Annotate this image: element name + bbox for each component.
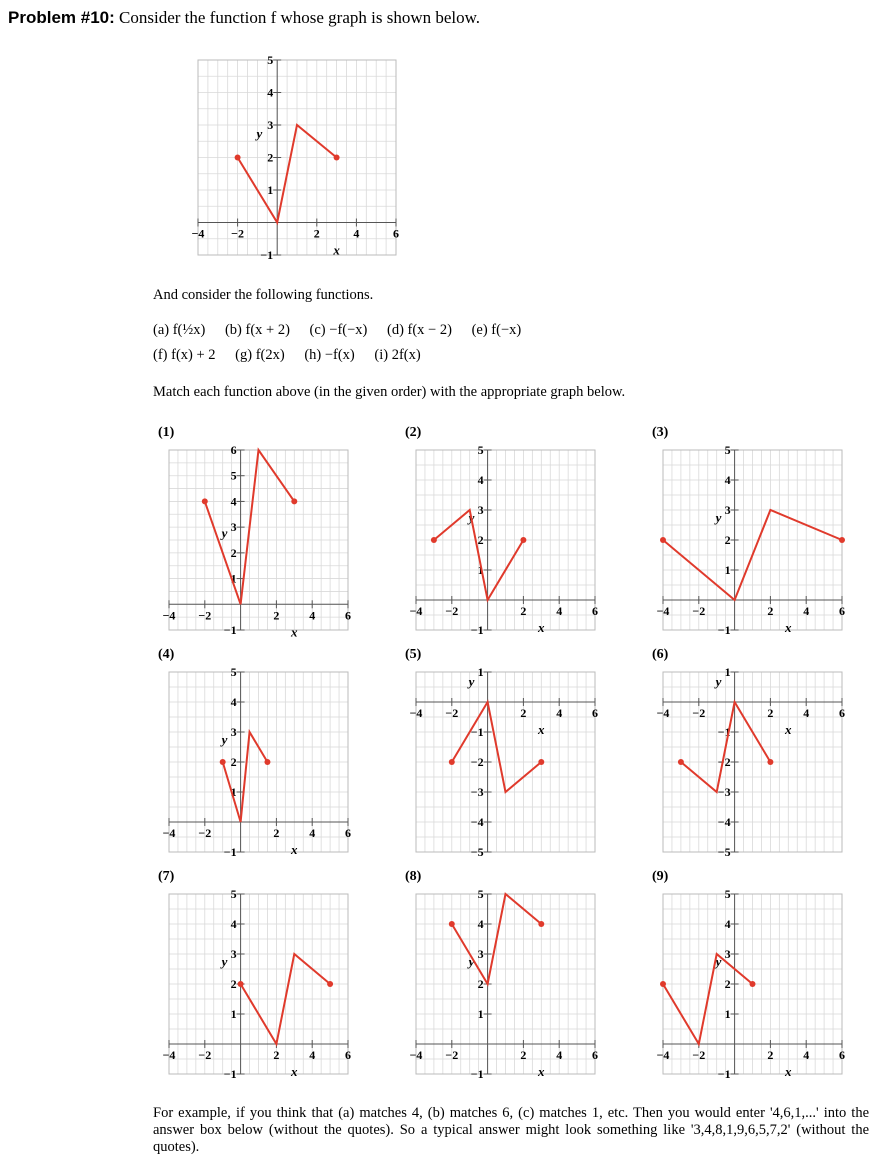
function-row-2 — [153, 347, 437, 364]
y-tick-label: −3 — [470, 785, 484, 799]
y-tick-label: 2 — [477, 977, 484, 991]
x-tick-label: 4 — [556, 1048, 563, 1062]
x-tick-label: 4 — [803, 1048, 810, 1062]
problem-header — [8, 8, 480, 28]
y-tick-label: −1 — [223, 1067, 237, 1081]
y-tick-label: −2 — [717, 755, 731, 769]
x-tick-label: −4 — [191, 226, 205, 241]
y-tick-label: 5 — [230, 665, 237, 679]
y-tick-label: 2 — [477, 533, 484, 547]
graph-1 — [162, 443, 351, 640]
x-axis-label: x — [538, 722, 545, 737]
x-tick-label: −2 — [198, 608, 212, 623]
y-tick-label: −1 — [223, 845, 237, 859]
function-e: (e) f(−x) — [471, 322, 522, 338]
y-tick-label: 4 — [724, 917, 731, 931]
y-tick-label: 5 — [477, 443, 484, 457]
y-tick-label: 1 — [724, 665, 731, 679]
problem-statement: Consider the function f whose graph is shown below. — [119, 8, 481, 27]
y-axis-label: y — [221, 732, 228, 747]
y-tick-label: 2 — [267, 150, 274, 165]
graph-5 — [409, 665, 598, 859]
y-tick-label: 5 — [230, 468, 237, 483]
graph-4 — [162, 665, 351, 859]
endpoint-dot — [660, 981, 666, 987]
y-tick-label: 4 — [267, 85, 274, 100]
y-tick-label: 4 — [230, 917, 237, 931]
y-tick-label: 1 — [724, 563, 731, 577]
x-tick-label: −2 — [198, 1048, 212, 1062]
y-tick-label: 6 — [230, 443, 237, 457]
y-tick-label: −5 — [717, 845, 731, 859]
y-tick-label: 2 — [230, 755, 237, 769]
x-tick-label: 2 — [313, 226, 320, 241]
y-tick-label: −1 — [223, 623, 237, 637]
function-d: (d) f(x − 2) — [386, 322, 452, 338]
x-tick-label: 4 — [309, 826, 316, 840]
x-tick-label: 4 — [803, 706, 810, 720]
endpoint-dot — [660, 537, 666, 543]
graph-6 — [656, 665, 845, 859]
problem-label: Problem #10: — [8, 8, 115, 27]
x-tick-label: −2 — [445, 1048, 459, 1062]
y-axis-label: y — [468, 674, 475, 689]
endpoint-dot — [678, 759, 684, 765]
x-tick-label: 4 — [309, 608, 316, 623]
x-axis-label: x — [291, 842, 298, 857]
y-tick-label: 3 — [477, 503, 484, 517]
endpoint-dot — [449, 921, 455, 927]
y-tick-label: 5 — [724, 443, 731, 457]
x-tick-label: 2 — [273, 608, 280, 623]
y-tick-label: 1 — [477, 563, 484, 577]
x-tick-label: −4 — [409, 706, 423, 720]
function-i: (i) 2f(x) — [374, 347, 421, 363]
endpoint-dot — [291, 498, 297, 504]
endpoint-dot — [220, 759, 226, 765]
y-tick-label: −2 — [470, 755, 484, 769]
graph-label-3: (3) — [652, 425, 669, 440]
graph-3 — [656, 443, 845, 637]
y-axis-label: y — [221, 525, 228, 541]
endpoint-dot — [449, 759, 455, 765]
match-instructions: Match each function above (in the given order) with the appropriate graph below. — [153, 384, 626, 400]
y-tick-label: 4 — [230, 494, 237, 509]
y-tick-label: 1 — [230, 1007, 237, 1021]
x-tick-label: 2 — [767, 604, 774, 618]
y-tick-label: 4 — [230, 695, 237, 709]
y-tick-label: 4 — [477, 917, 484, 931]
x-tick-label: 6 — [592, 706, 598, 720]
x-tick-label: −4 — [656, 1048, 670, 1062]
y-tick-label: 3 — [724, 503, 731, 517]
endpoint-dot — [750, 981, 756, 987]
x-tick-label: −2 — [692, 706, 706, 720]
y-tick-label: 3 — [267, 118, 274, 132]
y-tick-label: 2 — [724, 533, 731, 547]
endpoint-dot — [538, 759, 544, 765]
x-tick-label: 2 — [520, 1048, 527, 1062]
endpoint-dot — [431, 537, 437, 543]
y-tick-label: 2 — [724, 977, 731, 991]
x-tick-label: 2 — [520, 706, 527, 720]
endpoint-dot — [235, 155, 241, 161]
x-tick-label: 2 — [520, 604, 527, 618]
x-axis-label: x — [538, 620, 545, 635]
x-tick-label: 4 — [556, 706, 563, 720]
endpoint-dot — [334, 155, 340, 161]
x-tick-label: 6 — [592, 604, 598, 618]
y-tick-label: −1 — [717, 725, 731, 739]
x-tick-label: −2 — [198, 826, 212, 840]
y-tick-label: −3 — [717, 785, 731, 799]
x-tick-label: 6 — [345, 826, 351, 840]
function-a: (a) f(½x) — [153, 322, 206, 338]
endpoint-dot — [202, 498, 208, 504]
y-tick-label: 5 — [267, 53, 274, 67]
x-tick-label: 2 — [767, 706, 774, 720]
x-tick-label: 2 — [273, 1048, 280, 1062]
x-axis-label: x — [291, 1064, 298, 1079]
function-row-1 — [153, 322, 537, 339]
endpoint-dot — [264, 759, 270, 765]
graph-9 — [656, 887, 845, 1081]
y-tick-label: 1 — [267, 183, 274, 197]
y-tick-label: −4 — [717, 815, 731, 829]
x-axis-label: x — [785, 1064, 792, 1079]
x-tick-label: −4 — [656, 706, 670, 720]
x-tick-label: −4 — [162, 1048, 176, 1062]
endpoint-dot — [520, 537, 526, 543]
graph-label-2: (2) — [405, 425, 422, 440]
x-tick-label: 6 — [592, 1048, 598, 1062]
graph-label-6: (6) — [652, 647, 669, 662]
x-tick-label: 6 — [345, 608, 351, 623]
y-tick-label: −1 — [717, 623, 731, 637]
y-tick-label: 1 — [230, 571, 237, 586]
x-tick-label: −4 — [656, 604, 670, 618]
x-axis-label: x — [785, 620, 792, 635]
endpoint-dot — [238, 981, 244, 987]
y-tick-label: −5 — [470, 845, 484, 859]
x-tick-label: 4 — [803, 604, 810, 618]
graph-8 — [409, 887, 598, 1081]
y-axis-label: y — [468, 954, 475, 969]
endpoint-dot — [767, 759, 773, 765]
y-tick-label: −1 — [470, 623, 484, 637]
x-tick-label: −4 — [162, 608, 176, 623]
x-tick-label: −4 — [409, 604, 423, 618]
x-tick-label: 4 — [353, 226, 360, 241]
example-instructions: For example, if you think that (a) matches 4, (b) matches 6, (c) matches 1, etc. Then you would enter '4,6,1,...' into the answer box below (without the quotes). So a typical answer might look something like '3,4,8,1,9,6,5,7,2' (without the quotes). — [153, 1105, 869, 1155]
x-tick-label: −4 — [162, 826, 176, 840]
graph-label-8: (8) — [405, 869, 422, 884]
y-tick-label: −1 — [470, 1067, 484, 1081]
y-tick-label: 1 — [477, 665, 484, 679]
y-axis-label: y — [715, 954, 722, 969]
x-tick-label: −4 — [409, 1048, 423, 1062]
y-tick-label: 2 — [230, 977, 237, 991]
x-tick-label: 6 — [839, 706, 845, 720]
y-axis-label: y — [256, 126, 263, 141]
x-tick-label: −2 — [445, 706, 459, 720]
x-tick-label: 2 — [273, 826, 280, 840]
intro-text: And consider the following functions. — [153, 287, 374, 303]
x-tick-label: 6 — [839, 604, 845, 618]
graph-7 — [162, 887, 351, 1081]
y-axis-label: y — [221, 954, 228, 969]
y-tick-label: 4 — [477, 473, 484, 487]
x-axis-label: x — [538, 1064, 545, 1079]
x-axis-label: x — [785, 722, 792, 737]
y-axis-label: y — [715, 674, 722, 689]
y-tick-label: −1 — [470, 725, 484, 739]
x-tick-label: −2 — [692, 604, 706, 618]
endpoint-dot — [327, 981, 333, 987]
x-tick-label: −2 — [445, 604, 459, 618]
y-tick-label: 5 — [477, 887, 484, 901]
graph-label-9: (9) — [652, 869, 669, 884]
graph-label-4: (4) — [158, 647, 175, 662]
x-tick-label: 4 — [556, 604, 563, 618]
x-tick-label: 6 — [393, 226, 399, 241]
endpoint-dot — [538, 921, 544, 927]
y-tick-label: 3 — [230, 725, 237, 739]
y-tick-label: 5 — [724, 887, 731, 901]
y-tick-label: 5 — [230, 887, 237, 901]
x-tick-label: 4 — [309, 1048, 316, 1062]
y-tick-label: 4 — [724, 473, 731, 487]
graph-label-7: (7) — [158, 869, 175, 884]
function-c: (c) −f(−x) — [309, 322, 368, 338]
y-tick-label: 3 — [230, 947, 237, 961]
graph-label-1: (1) — [158, 425, 175, 440]
y-axis-label: y — [715, 510, 722, 525]
endpoint-dot — [839, 537, 845, 543]
function-h: (h) −f(x) — [304, 347, 355, 363]
y-tick-label: −1 — [717, 1067, 731, 1081]
x-tick-label: 6 — [345, 1048, 351, 1062]
x-axis-label: x — [291, 624, 298, 640]
original-graph — [191, 53, 399, 262]
x-tick-label: −2 — [692, 1048, 706, 1062]
graph-label-5: (5) — [405, 647, 422, 662]
y-axis-label: y — [468, 510, 475, 525]
graph-2 — [409, 443, 598, 637]
y-tick-label: 1 — [477, 1007, 484, 1021]
y-tick-label: 3 — [230, 520, 237, 535]
y-tick-label: −1 — [260, 248, 274, 262]
y-tick-label: 1 — [230, 785, 237, 799]
x-tick-label: −2 — [231, 226, 245, 241]
y-tick-label: 2 — [230, 545, 237, 560]
y-tick-label: 1 — [724, 1007, 731, 1021]
function-g: (g) f(2x) — [235, 347, 285, 363]
y-tick-label: 3 — [724, 947, 731, 961]
function-b: (b) f(x + 2) — [224, 322, 290, 338]
x-tick-label: 2 — [767, 1048, 774, 1062]
y-tick-label: −4 — [470, 815, 484, 829]
x-tick-label: 6 — [839, 1048, 845, 1062]
function-f: (f) f(x) + 2 — [153, 347, 216, 363]
x-axis-label: x — [333, 242, 340, 258]
y-tick-label: 3 — [477, 947, 484, 961]
